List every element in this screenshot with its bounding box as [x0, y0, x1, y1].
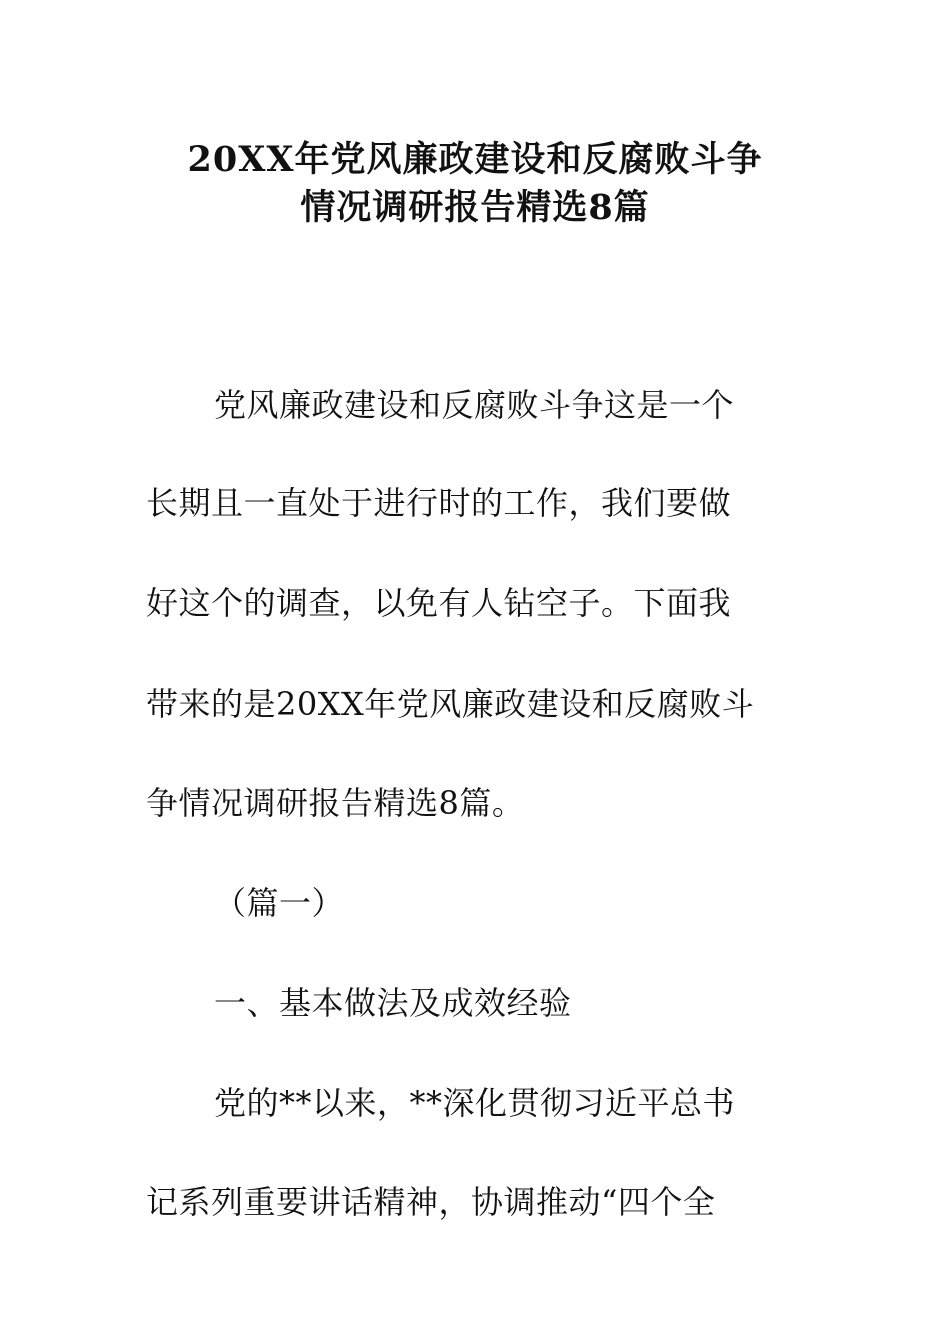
intro-paragraph-line-2: 长期且一直处于进行时的工作，我们要做: [146, 484, 732, 522]
section-label: （篇一）: [214, 884, 345, 922]
intro-paragraph-line-1: 党风廉政建设和反腐败斗争这是一个: [214, 386, 735, 424]
section-heading: 一、基本做法及成效经验: [214, 984, 572, 1022]
intro-paragraph-line-4: 带来的是20XX年党风廉政建设和反腐败斗: [146, 685, 755, 723]
intro-paragraph-line-5: 争情况调研报告精选8篇。: [146, 784, 525, 822]
document-title-line-1: 20XX年党风廉政建设和反腐败斗争: [187, 139, 763, 180]
body-paragraph-line-1: 党的**以来，**深化贯彻习近平总书: [214, 1084, 736, 1122]
intro-paragraph-line-3: 好这个的调查，以免有人钻空子。下面我: [146, 584, 732, 622]
document-title-line-2: 情况调研报告精选8篇: [300, 187, 650, 228]
body-paragraph-line-2: 记系列重要讲话精神，协调推动“四个全: [146, 1183, 716, 1221]
